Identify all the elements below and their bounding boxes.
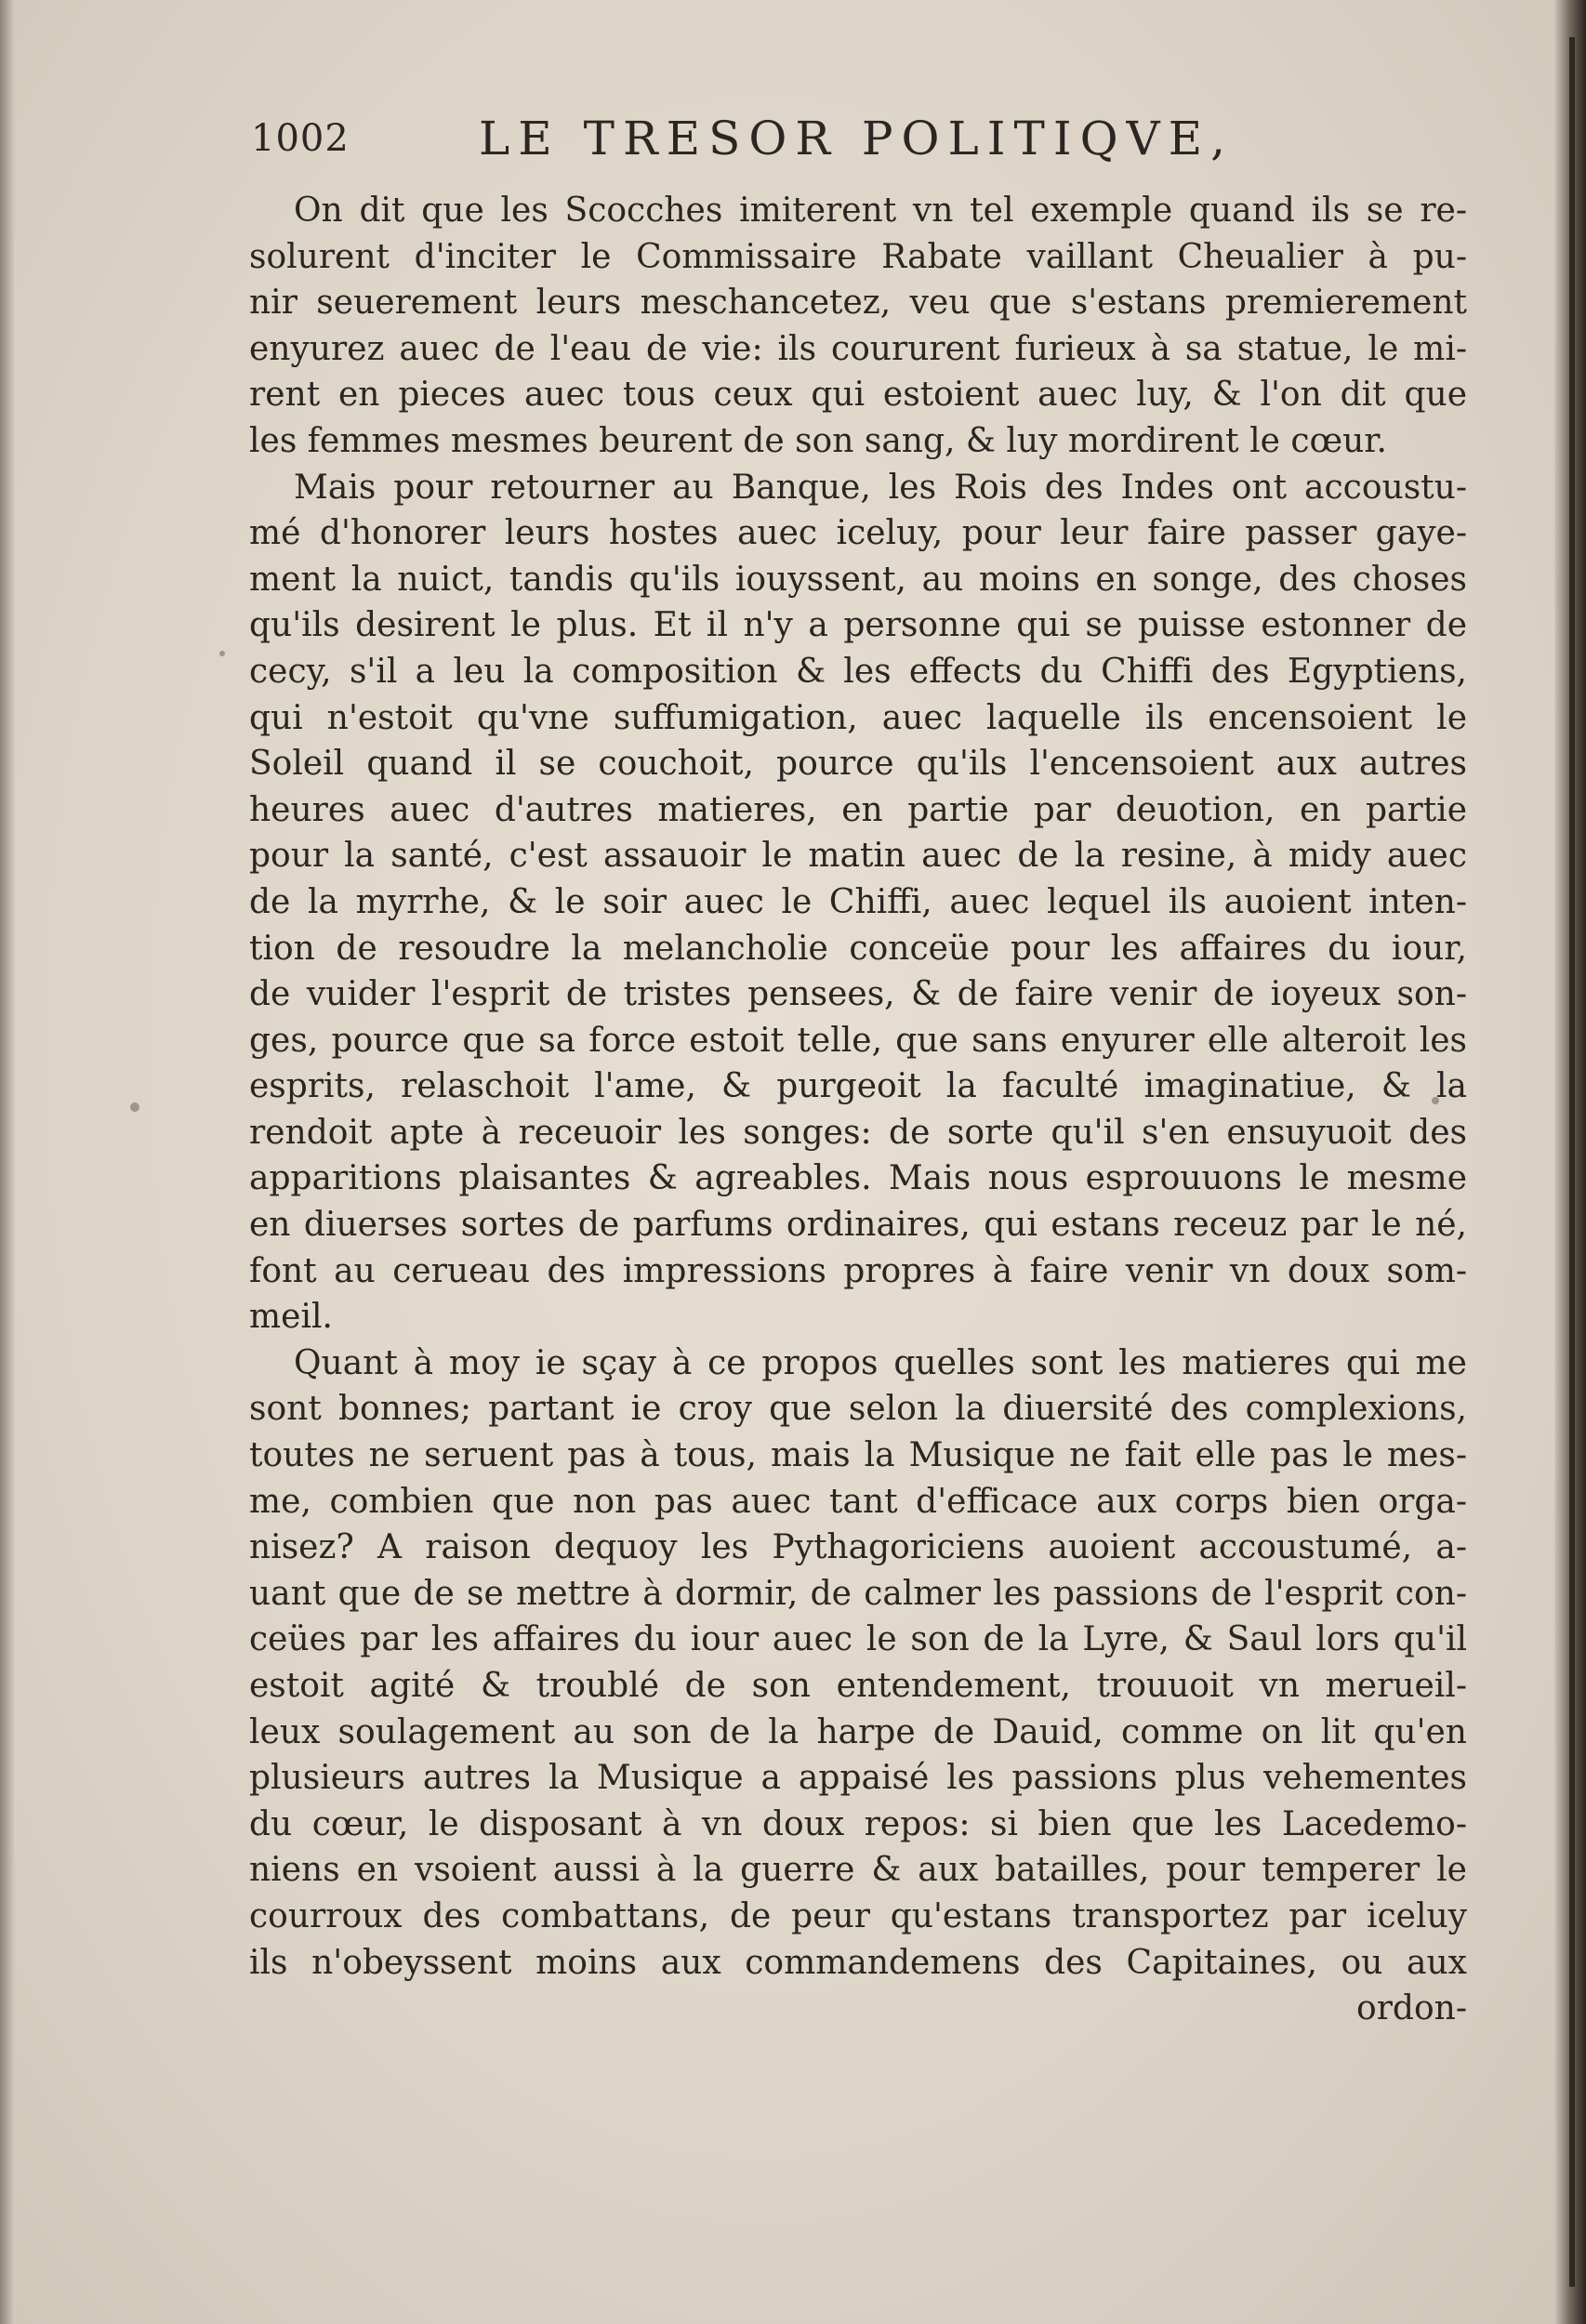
text-line: On dit que les Scocches imiterent vn tel exemple quand ils se re- — [294, 191, 1467, 230]
text-line: rent en pieces auec tous ceux qui estoient auec luy, & l'on dit que — [249, 376, 1467, 415]
text-line: qui n'estoit qu'vne suffumigation, auec laquelle ils encensoient le — [249, 698, 1467, 737]
text-line: enyurez auec de l'eau de vie: ils coururent furieux à sa statue, le mi- — [249, 329, 1467, 368]
text-line: toutes ne seruent pas à tous, mais la Musique ne fait elle pas le mes- — [249, 1436, 1467, 1475]
page-number: 1002 — [251, 117, 350, 160]
text-line: qu'ils desirent le plus. Et il n'y a personne qui se puisse estonner de — [249, 606, 1467, 645]
text-line: font au cerueau des impressions propres à faire venir vn doux som- — [249, 1251, 1467, 1290]
text-line: ges, pource que sa force estoit telle, que sans enyurer elle alteroit les — [249, 1021, 1467, 1060]
text-line: ment la nuict, tandis qu'ils iouyssent, au moins en songe, des choses — [249, 560, 1467, 599]
text-line: estoit agité & troublé de son entendement, trouuoit vn merueil- — [249, 1667, 1467, 1705]
text-line: niens en vsoient aussi à la guerre & aux batailles, pour temperer le — [249, 1851, 1467, 1890]
text-line: cecy, s'il a leu la composition & les effects du Chiffi des Egyptiens, — [249, 652, 1467, 691]
page-left-edge — [0, 0, 15, 2324]
running-title: LE TRESOR POLITIQVE, — [479, 112, 1235, 165]
text-line: ils n'obeyssent moins aux commandemens des Capitaines, ou aux — [249, 1943, 1467, 1982]
paper-spot — [219, 651, 225, 656]
text-line: leux soulagement au son de la harpe de Dauid, comme on lit qu'en — [249, 1712, 1467, 1751]
text-line: esprits, relaschoit l'ame, & purgeoit la faculté imaginatiue, & la — [249, 1067, 1467, 1106]
text-line: pour la santé, c'est assauoir le matin auec de la resine, à midy auec — [249, 837, 1467, 876]
text-line: rendoit apte à receuoir les songes: de sorte qu'il s'en ensuyuoit des — [249, 1113, 1467, 1152]
text-line: solurent d'inciter le Commissaire Rabate vaillant Cheualier à pu- — [249, 237, 1467, 276]
text-line: Soleil quand il se couchoit, pource qu'ils l'encensoient aux autres — [249, 745, 1467, 784]
text-line: heures auec d'autres matieres, en partie par deuotion, en partie — [249, 790, 1467, 829]
text-line: du cœur, le disposant à vn doux repos: si bien que les Lacedemo- — [249, 1804, 1467, 1843]
catchword: ordon- — [1356, 1989, 1467, 2028]
text-line: Mais pour retourner au Banque, les Rois des Indes ont accoustu- — [294, 468, 1467, 507]
text-line: uant que de se mettre à dormir, de calmer les passions de l'esprit con- — [249, 1574, 1467, 1613]
text-line: nir seuerement leurs meschancetez, veu que s'estans premierement — [249, 284, 1467, 323]
paper-spot — [130, 1103, 139, 1112]
text-line: mé d'honorer leurs hostes auec iceluy, pour leur faire passer gaye- — [249, 514, 1467, 553]
text-line: meil. — [249, 1298, 333, 1337]
body-text — [249, 188, 1467, 2032]
text-line: en diuerses sortes de parfums ordinaires, qui estans receuz par le né, — [249, 1206, 1467, 1245]
text-line: sont bonnes; partant ie croy que selon la diuersité des complexions, — [249, 1390, 1467, 1429]
text-line: plusieurs autres la Musique a appaisé les passions plus vehementes — [249, 1759, 1467, 1798]
text-line: de vuider l'esprit de tristes pensees, & de faire venir de ioyeux son- — [249, 975, 1467, 1014]
text-line: courroux des combattans, de peur qu'estans transportez par iceluy — [249, 1896, 1467, 1935]
text-line: les femmes mesmes beurent de son sang, & luy mordirent le cœur. — [249, 421, 1387, 460]
page-header — [251, 112, 1302, 171]
text-line: me, combien que non pas auec tant d'efficace aux corps bien orga- — [249, 1482, 1467, 1521]
book-spine-line — [1569, 37, 1575, 2287]
text-line: apparitions plaisantes & agreables. Mais nous esprouuons le mesme — [249, 1159, 1467, 1198]
text-line: ceües par les affaires du iour auec le son de la Lyre, & Saul lors qu'il — [249, 1620, 1467, 1659]
text-line: nisez? A raison dequoy les Pythagoriciens auoient accoustumé, a- — [249, 1528, 1467, 1567]
text-line: de la myrrhe, & le soir auec le Chiffi, auec lequel ils auoient inten- — [249, 882, 1467, 921]
text-line: tion de resoudre la melancholie conceüe pour les affaires du iour, — [249, 929, 1467, 968]
text-line: Quant à moy ie sçay à ce propos quelles sont les matieres qui me — [294, 1343, 1467, 1382]
